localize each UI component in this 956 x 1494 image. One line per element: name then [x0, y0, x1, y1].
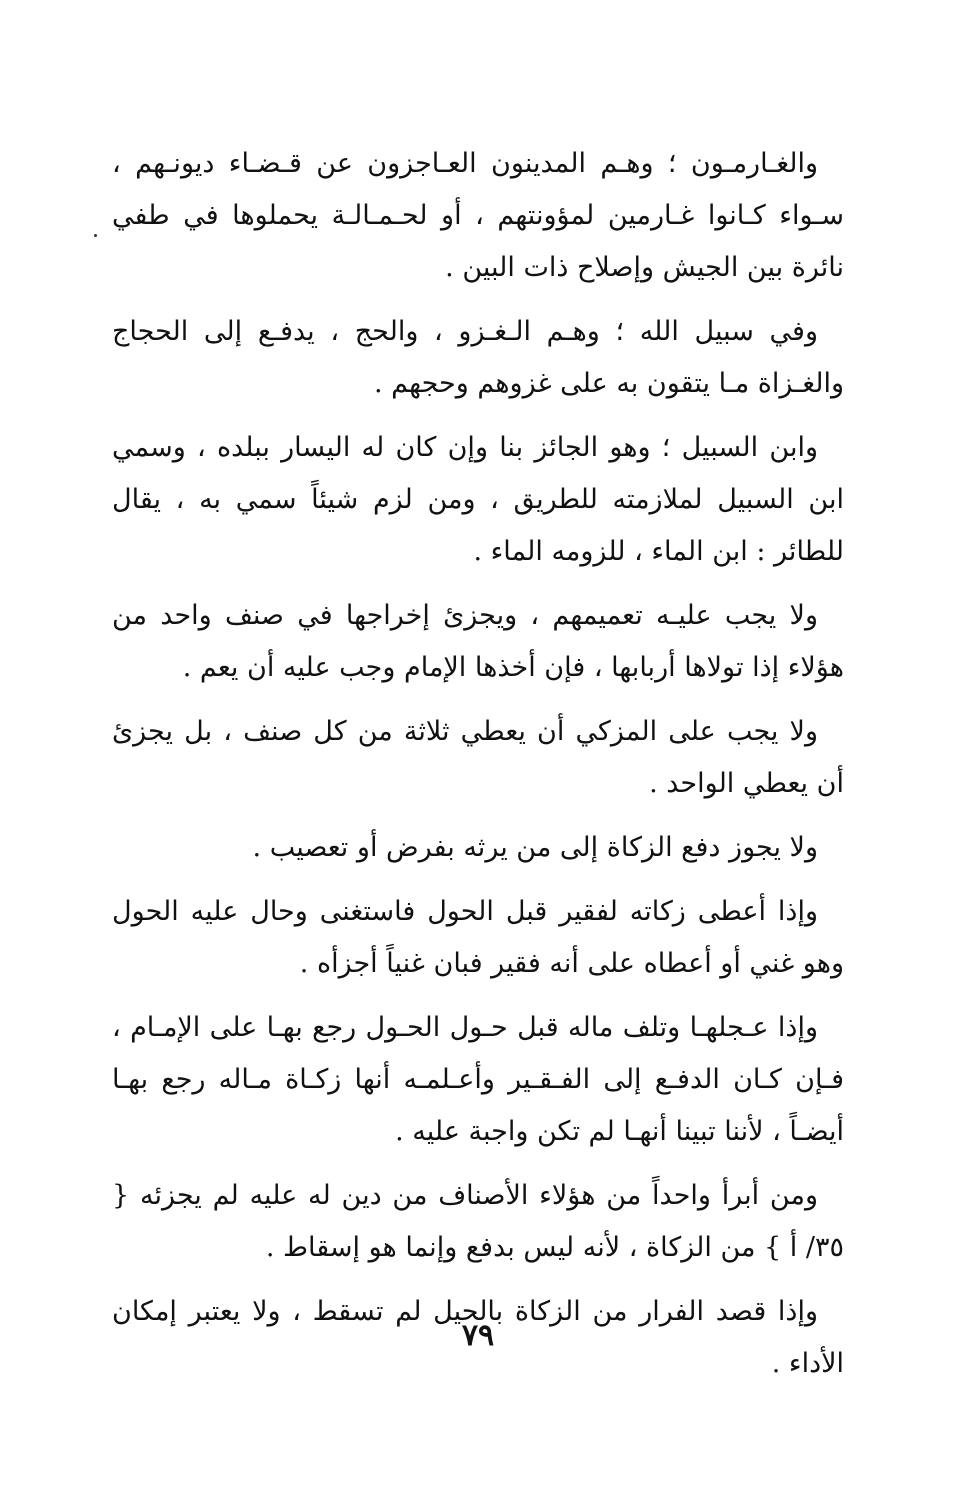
- page-body: [112, 138, 844, 1402]
- page-number: ٧٩: [461, 1318, 495, 1353]
- paragraph-la-yajuz: ولا يجوز دفع الزكاة إلى من يرثه بفرض أو تعصيب .: [252, 832, 818, 863]
- paragraph-fi-sabil-allah: وفي سبيل الله ؛ وهـم الـغـزو ، والحج ، يدفـع إلى الحجاج والغـزاة مـا يتقون به على غزوهم وحجهم .: [112, 316, 844, 399]
- paragraph-thalatha: ولا يجب على المزكي أن يعطي ثلاثة من كل صنف ، بل يجزئ أن يعطي الواحد .: [112, 716, 844, 799]
- paragraph-gharimun: والغـارمـون ؛ وهـم المدينون العـاجزون عن قـضـاء ديونـهم ، سـواء كـانوا غـارمين لمؤونتهم ، أو لحـمـالـة يحملوها في طفي نائرة بين الجيش وإصلاح ذات البين .: [112, 148, 844, 283]
- scan-speck: [94, 234, 97, 237]
- paragraph-ibn-al-sabil: وابن السبيل ؛ وهو الجائز بنا وإن كان له اليسار ببلده ، وسمي ابن السبيل لملازمته للطريق ، ومن لزم شيئاً سمي به ، يقال للطائر : ابن الماء ، للزومه الماء .: [112, 432, 844, 567]
- paragraph-ajjalaha: وإذا عـجلهـا وتلف ماله قبل حـول الحـول رجع بهـا على الإمـام ، فـإن كـان الدفـع إلى الفـقـير وأعـلمـه أنها زكـاة مـاله رجع بهـا أيضـاً ، لأننا تبينا أنهـا لم تكن واجبة عليه .: [112, 1012, 844, 1147]
- paragraph-abra: ومن أبرأ واحداً من هؤلاء الأصناف من دين له عليه لم يجزئه { ٣٥/ أ } من الزكاة ، لأنه ليس بدفع وإنما هو إسقاط .: [112, 1180, 844, 1263]
- paragraph-faqir-qabl-al-hawl: وإذا أعطى زكاته لفقير قبل الحول فاستغنى وحال عليه الحول وهو غني أو أعطاه على أنه فقير فبان غنياً أجزأه .: [112, 896, 844, 979]
- paragraph-tamim: ولا يجب عليـه تعميمهم ، ويجزئ إخراجها في صنف واحد من هؤلاء إذا تولاها أربابها ، فإن أخذها الإمام وجب عليه أن يعم .: [112, 600, 844, 683]
- paragraph-firar: وإذا قصد الفرار من الزكاة بالحيل لم تسقط ، ولا يعتبر إمكان الأداء .: [112, 1296, 844, 1379]
